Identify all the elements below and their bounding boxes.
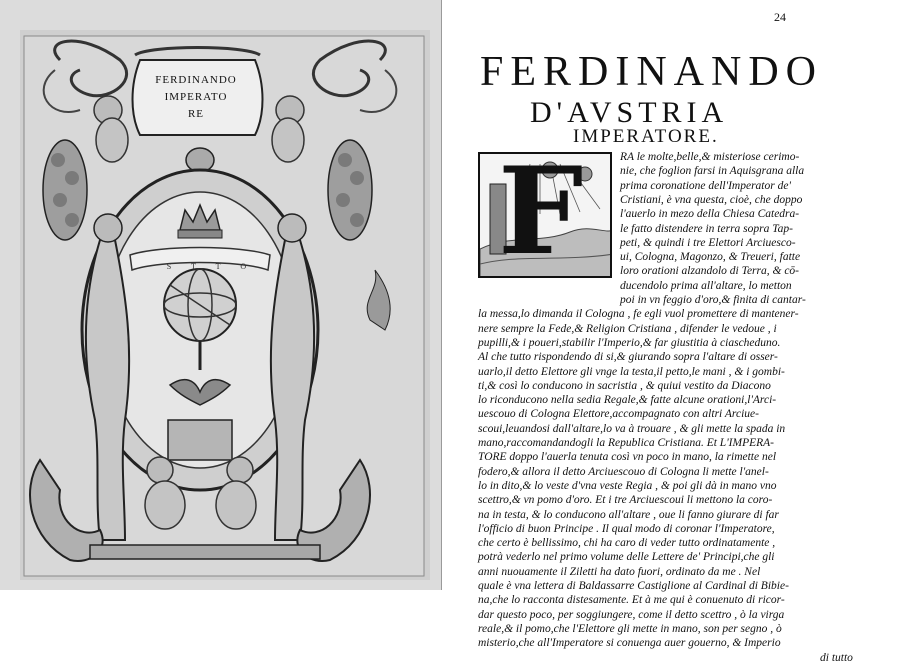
text-line: l'auerlo in mezo della Chiesa Catedra- [620,208,800,221]
sphere-label: S T T O [166,262,256,271]
plate-base [90,545,320,559]
fruit-garland-right [328,140,372,240]
text-line: l'officio di buon Principe . Il qual modo di coronar l'Imperatore, [478,522,775,535]
text-line: nere sempre la Fede,& Religion Cristiana , difender le vedoue , i [478,322,777,335]
text-line: peti, & quindi i tre Elettori Arciuesco- [620,236,796,249]
text-line: dar questo poco, per soggiungere, come il detto scettro , ò la virga [478,608,785,621]
plate-title [152,72,240,123]
cherub-bottom-right [227,457,253,483]
left-page-engraving [0,0,442,590]
text-line: scettro,& vn pomo d'oro. Et i tre Arciuescoui li mettono la coro- [478,494,773,507]
decorated-initial [478,152,612,278]
text-line: di tutto [820,651,853,664]
grotesque-mask [186,148,214,172]
plate-title-line: IMPERATO [164,91,228,103]
text-line: le fatto distendere in terra sopra Tap- [620,222,793,235]
text-line: la messa,lo dimanda il Cologna , fe egli vuol promettere di mantener- [478,308,799,321]
text-line: Cristiani, è vna questa, cioè, che doppo [620,193,803,206]
text-line: TORE doppo l'auerla tenuta così vn poco in mano, la rimette nel [478,451,777,464]
pedestal [168,420,232,460]
chapter-title-line-1: FERDINANDO [480,49,823,95]
text-line: misterio,che all'Imperatore si conuenga auer gouerno, & Imperio [478,637,781,650]
text-line: pupilli,& i poueri,stabilir l'Imperio,& far giustitia à ciascheduno. [478,336,781,349]
text-line: Al che tutto rispondendo di si,& giurando sopra l'altare di osser- [478,351,778,364]
text-line: loro orationi alzandolo di Terra, & cō- [620,265,800,278]
text-line: na in testa, & lo conducono all'altare , oue li fanno giurare di far [478,508,779,521]
plate-title-line: FERDINANDO [155,74,237,86]
text-line: mano,raccomandandogli la Republica Cristiana. Et L'IMPERA- [478,437,774,449]
chapter-title-line-2: D'AVSTRIA [530,96,729,129]
text-line: fodero,& allora il detto Arciuescouo di Cologna li mette l'anel- [478,465,769,478]
text-line: poi in vn feggio d'oro,& finita di cantar- [620,294,806,306]
text-line: reale,& il pomo,che l'Elettore gli mette in mano, son per segno , ò [478,622,782,635]
text-line: prima coronatione dell'Imperator de' [620,179,791,192]
text-line: quale è vna lettera di Baldassarre Castiglione al Cardinal di Bibie- [478,580,789,592]
plate-title-line: RE [187,108,205,120]
text-line: che certo è bellissimo, chi ha caro di veder tutto ordinatamente , [478,537,776,550]
text-line: uescouo di Cologna Elettore,accompagnato con altri Arciue- [478,408,759,421]
text-line: ducendolo prima all'altare, lo metton [620,279,792,292]
cherub-bottom-left [147,457,173,483]
fruit-garland-left [43,140,87,240]
page-number: 24 [774,10,786,24]
right-page-text [442,0,900,664]
text-line: scoui,leuandosi dall'altare,lo va à trouare , & gli mette la spada in [478,422,786,435]
initial-letter: F [498,152,584,278]
text-line: ti,& così lo conducono in sacristia , & quiui vestito da Diacono [478,379,771,392]
text-line: lo in dito,& lo veste d'vna veste Regia , & poi gli dà in mano vno [478,479,777,492]
text-line: na,che lo racconta distesamente. Et à me qui è conuenuto di ricor- [478,594,785,607]
text-line: RA le molte,belle,& misteriose cerimo- [620,151,800,163]
text-line: anni nuouamente il Ziletti ha dato fuori, ordinato da me . Nel [478,565,761,578]
text-line: uarlo,il detto Elettore gli vnge la testa,il petto,le mani , & i gombi- [478,365,785,378]
text-line: ui, Cologna, Magonzo, & Treueri, fatte [620,251,801,264]
chapter-title-line-3: IMPERATORE. [573,126,719,147]
text-line: potrà vederlo nel primo volume delle Lettere de' Principi,che gli [478,551,775,564]
text-line: lo riconducono nella sedia Regale,& fatte alcune orationi,l'Arci- [478,394,777,407]
text-line: nie, che foglion farsi in Aquisgrana alla [620,165,805,178]
